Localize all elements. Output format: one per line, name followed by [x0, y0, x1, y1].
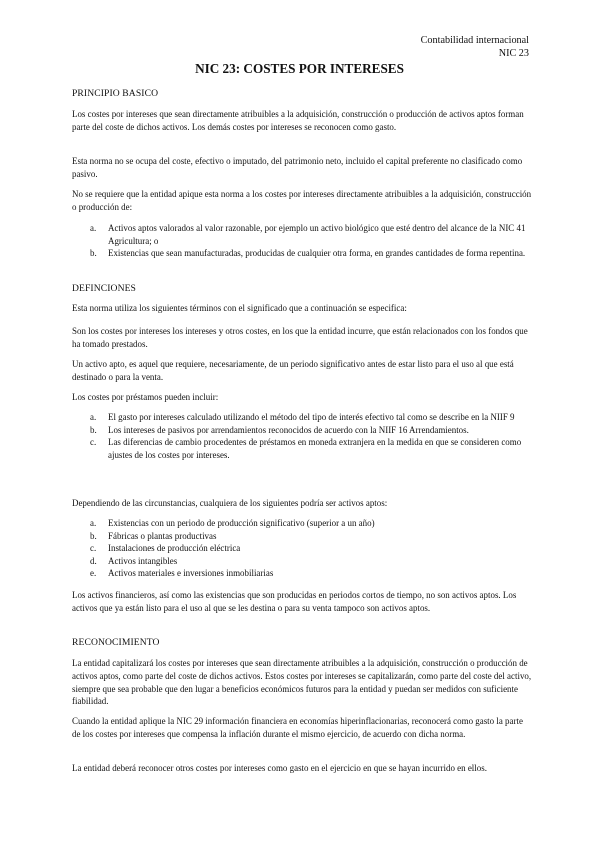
heading-definiciones: DEFINCIONES [72, 283, 136, 294]
list-excluded-assets [72, 222, 532, 260]
paragraph: Son los costes por intereses los intereses y otros costes, en los que la entidad incurre, que están relacionados con los fondos que ha tomado prestados. [72, 326, 528, 349]
paragraph: Dependiendo de las circunstancias, cualquiera de los siguientes podría ser activos aptos: [72, 498, 388, 508]
header-course: Contabilidad internacional [420, 35, 529, 46]
list-item: d. Activos intangibles [90, 555, 178, 566]
paragraph: La entidad capitalizará los costes por intereses que sean directamente atribuibles a la adquisición, construcción o producción de activos aptos, como parte del coste de dichos activos. Estos costes por intereses se capitalizarán, como parte del coste del activo, siempre que sea probable que den lugar a beneficios económicos futuros para la entidad y puedan ser medidos con suficiente fiabilidad. [72, 658, 532, 707]
list-item: e. Activos materiales e inversiones inmobiliarias [90, 568, 274, 578]
paragraph: Los costes por intereses que sean directamente atribuibles a la adquisición, construcción o producción de activos aptos forman parte del coste de dichos activos. Los demás costes por intereses se reconocen como gasto. [72, 109, 524, 132]
paragraph: Los costes por préstamos pueden incluir: [72, 392, 219, 402]
paragraph: Cuando la entidad aplique la NIC 29 información financiera en economías hiperinflacionarias, reconocerá como gasto la parte de los costes por intereses que compensa la inflación durante el mismo ejercicio, de acuerdo con dicha norma. [72, 716, 523, 739]
paragraph: Los activos financieros, así como las existencias que son producidas en periodos cortos de tiempo, no son activos aptos. Los activos que ya están listo para el uso al que se les destina o para su venta tampoco son activos aptos. [72, 590, 517, 613]
list-item: b. Existencias que sean manufacturadas, producidas de cualquier otra forma, en grandes cantidades de forma repentina. [90, 248, 526, 258]
list-item: a. Activos aptos valorados al valor razonable, por ejemplo un activo biológico que esté dentro del alcance de la NIC 41 Agricultura; o [90, 223, 526, 246]
paragraph: Esta norma no se ocupa del coste, efectivo o imputado, del patrimonio neto, incluido el capital preferente no clasificado como pasivo. [72, 156, 523, 179]
list-item: b. Los intereses de pasivos por arrendamientos reconocidos de acuerdo con la NIIF 16 Arrendamientos. [90, 424, 469, 435]
list-item: a. Existencias con un periodo de producción significativo (superior a un año) [90, 518, 375, 528]
header-standard: NIC 23 [498, 48, 529, 59]
document-title: NIC 23: COSTES POR INTERESES [195, 61, 404, 76]
list-borrowing-costs [72, 411, 532, 461]
paragraph: Esta norma utiliza los siguientes términos con el significado que a continuación se especifica: [72, 303, 407, 313]
paragraph: Un activo apto, es aquel que requiere, necesariamente, de un periodo significativo antes de estar listo para el uso al que está destinado o para la venta. [72, 359, 514, 382]
running-header [421, 34, 529, 60]
list-item: b. Fábricas o plantas productivas [90, 530, 217, 541]
list-item: c. Las diferencias de cambio procedentes de préstamos en moneda extranjera en la medida en que se consideren como ajustes de los costes por intereses. [90, 437, 522, 460]
list-item: c. Instalaciones de producción eléctrica [90, 543, 241, 553]
heading-principio-basico: PRINCIPIO BASICO [72, 88, 159, 99]
list-qualifying-assets [72, 517, 532, 580]
heading-reconocimiento: RECONOCIMIENTO [72, 637, 160, 648]
paragraph: No se requiere que la entidad apique esta norma a los costes por intereses directamente atribuibles a la adquisición, construcción o producción de: [72, 189, 532, 212]
paragraph: La entidad deberá reconocer otros costes por intereses como gasto en el ejercicio en que se hayan incurrido en ellos. [72, 763, 487, 773]
list-item: a. El gasto por intereses calculado utilizando el método del tipo de interés efectivo tal como se describe en la NIIF 9 [90, 412, 515, 422]
